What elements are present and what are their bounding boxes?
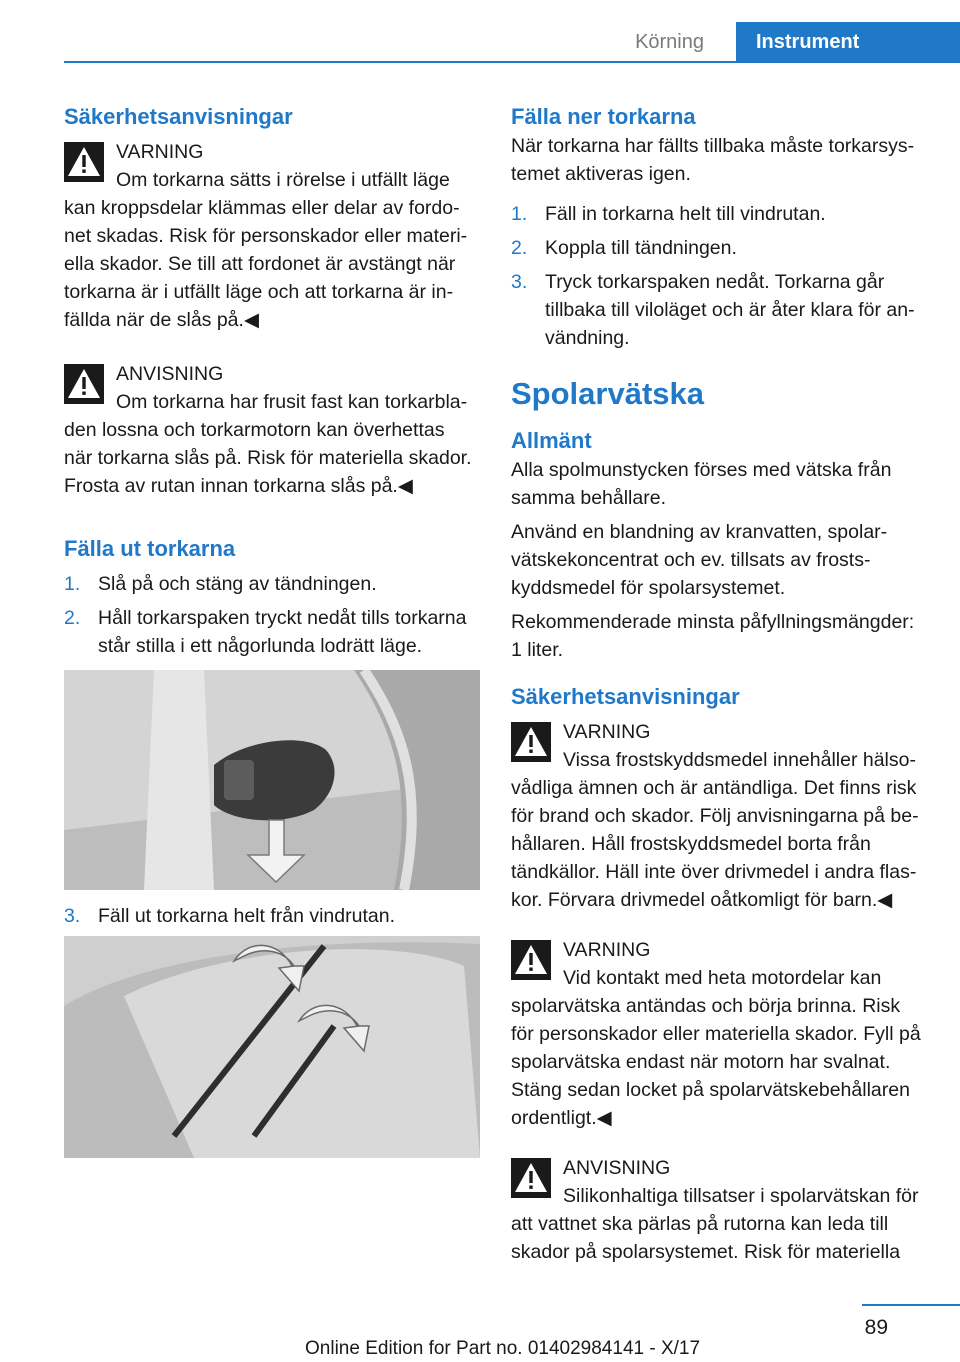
notice-block [511,1154,927,1266]
warning-triangle-icon [511,722,551,762]
wiper-lever-illustration [64,670,480,890]
tab-section[interactable]: Körning [635,31,704,53]
fold-out-step3 [64,902,478,930]
notice-text: Silikonhaltiga tillsatser i spolarvätskan för att vattnet ska pärlas på rutorna kan leda till skador på spolarsystemet. Risk för materiella [511,1185,919,1263]
general-heading: Allmänt [511,428,592,453]
fold-down-heading: Fälla ner torkarna [511,104,696,129]
washer-fluid-heading: Spolarvätska [511,376,704,411]
fold-out-heading: Fälla ut torkarna [64,536,236,561]
step-number: 3. [64,905,81,927]
general-paragraph-3: Rekommenderade minsta påfyllningsmängder: 1 liter. [511,611,915,661]
warning-title: VARNING [563,721,651,743]
fold-down-steps [511,200,927,352]
list-item [64,604,478,660]
step-number: 1. [511,203,528,225]
footer-rule [862,1304,960,1306]
warning-block [511,718,927,914]
general-paragraph-1: Alla spolmunstycken förses med vätska från samma behållare. [511,459,892,509]
warning-title: VARNING [563,939,651,961]
step-text: Fäll ut torkarna helt från vindrutan. [98,905,395,927]
notice-title: ANVISNING [563,1157,671,1179]
step-text: Fäll in torkarna helt till vindrutan. [545,203,826,225]
warning-text: Vid kontakt med heta motordelar kan spolarvätska antändas och börja brinna. Risk för personskador eller materiella skador. Fyll på spolarvätska endast när motorn har svalnat. Stäng sedan locket på spolarvätskebehållaren ordentligt.◀ [511,967,921,1129]
notice-block [64,360,478,500]
warning-triangle-icon [64,364,104,404]
step-text: Håll torkarspaken tryckt nedåt tills torkarna står stilla i ett någorlunda lodrätt läge. [98,607,467,657]
warning-block [511,936,927,1132]
header-tabs [0,22,960,62]
notice-text: Om torkarna har frusit fast kan torkarbladen lossna och torkarmotorn kan överhettas när torkarna slås på. Risk för materiella skador. Frosta av rutan innan torkarna slås på.◀ [64,391,472,497]
step-number: 1. [64,573,81,595]
notice-title: ANVISNING [116,363,224,385]
safety-heading: Säkerhetsanvisningar [64,104,293,129]
warning-text: Om torkarna sätts i rörelse i utfällt läge kan kroppsdelar klämmas eller delar av fordonet skadas. Risk för personskador eller materiella skador. Se till att fordonet är avstängt när torkarna är i utfällt läge och att torkarna är infällda när de slås på.◀ [64,169,468,331]
step-number: 2. [64,607,81,629]
right-column [511,100,927,1266]
safety-heading: Säkerhetsanvisningar [511,684,740,709]
warning-text: Vissa frostskyddsmedel innehåller hälsovådliga ämnen och är antändliga. Det finns risk för brand och skador. Följ anvisningarna på behållaren. Håll frostskyddsmedel borta från tändkällor. Häll inte över drivmedel i andra flaskor. Förvara drivmedel oåtkomligt för barn.◀ [511,749,919,911]
list-item [511,234,927,262]
warning-triangle-icon [511,1158,551,1198]
step-text: Slå på och stäng av tändningen. [98,573,377,595]
step-text: Tryck torkarspaken nedåt. Torkarna går tillbaka till viloläget och är åter klara för användning. [545,271,915,349]
left-column [64,100,478,1158]
fold-down-intro: När torkarna har fällts tillbaka måste torkarsystemet aktiveras igen. [511,135,915,185]
header-rule [64,61,960,63]
fold-out-steps [64,570,478,660]
warning-title: VARNING [116,141,204,163]
step-text: Koppla till tändningen. [545,237,737,259]
edition-text: Online Edition for Part no. 01402984141 - X/17 [305,1338,701,1359]
list-item [64,570,478,598]
list-item [64,902,478,930]
general-paragraph-2: Använd en blandning av kranvatten, spolarvätskekoncentrat och ev. tillsats av frostskyddsmedel för spolarsystemet. [511,521,888,599]
warning-triangle-icon [511,940,551,980]
list-item [511,268,927,352]
list-item [511,200,927,228]
warning-triangle-icon [64,142,104,182]
step-number: 2. [511,237,528,259]
windshield-wipers-illustration [64,936,480,1158]
step-number: 3. [511,271,528,293]
page-number: 89 [864,1316,888,1339]
warning-block [64,138,478,334]
tab-chapter[interactable]: Instrument [736,22,960,62]
